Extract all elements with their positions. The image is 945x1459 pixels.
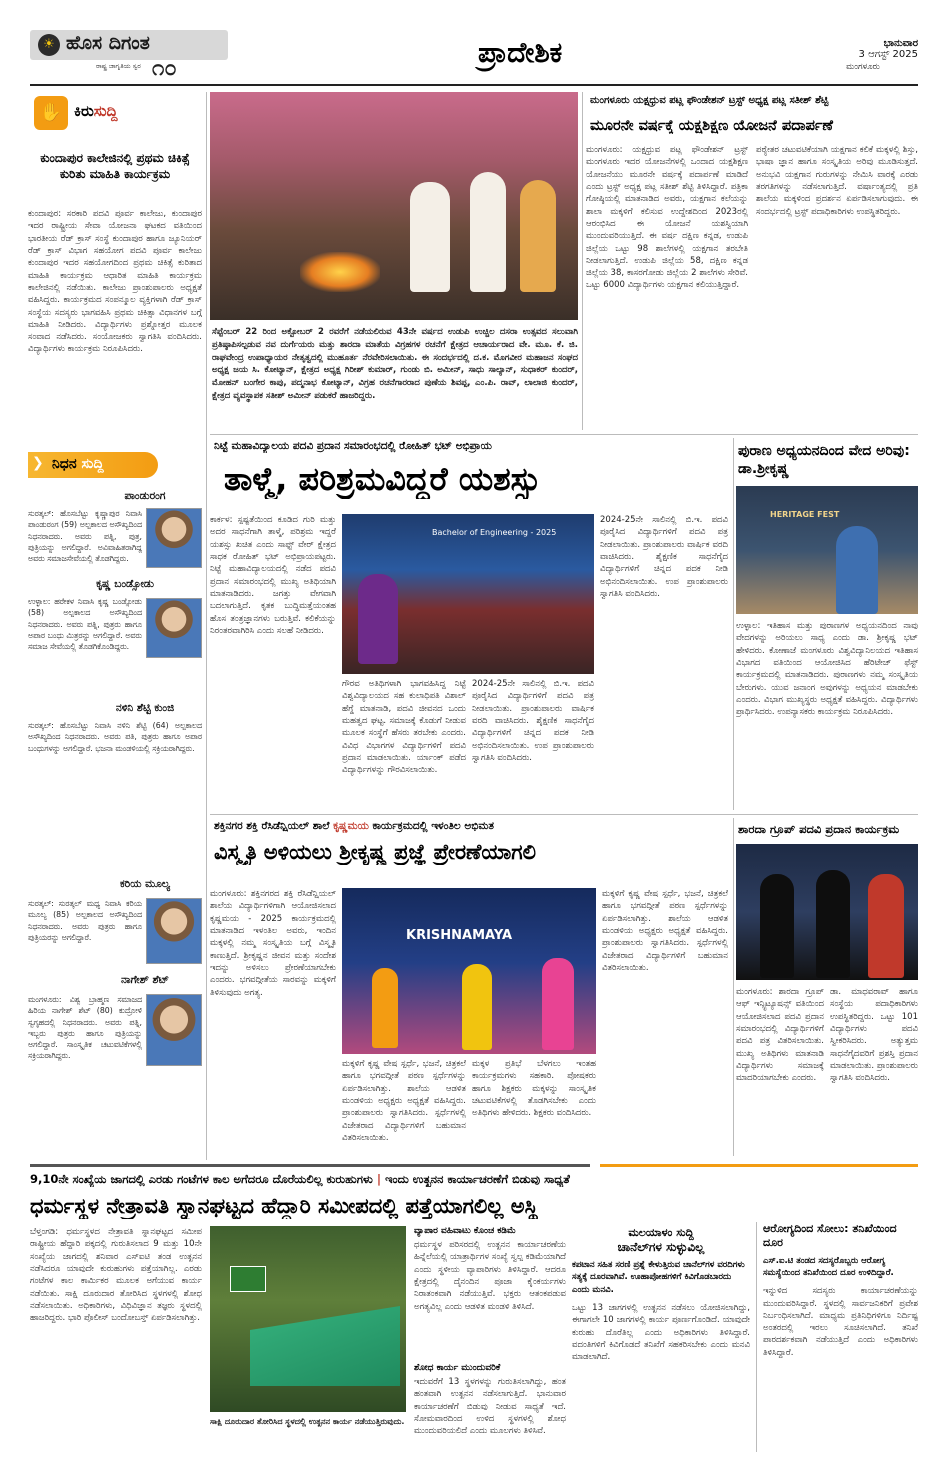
dharmasthala-kicker-b: ಇಂದು ಉತ್ಖನನ ಕಾರ್ಯಾಚರಣೆಗೆ ಬಿಡುವು ಸಾಧ್ಯತೆ <box>385 1172 570 1186</box>
logo-text: ಹೊಸ ದಿಗಂತ <box>66 32 150 54</box>
kiru-badge-icon: ✋ <box>34 96 68 130</box>
malayalam-headline: ಚಾನೆಲ್‌ಗಳ ಸುಳ್ಳುವಿಲ್ಲ <box>617 1240 705 1254</box>
dateline-city: ಮಂಗಳೂರು <box>846 62 880 72</box>
section-banner <box>418 36 684 74</box>
nidhana-chevron-icon: ❯ <box>32 455 44 471</box>
nitte-photo-speaker <box>358 574 398 664</box>
dasara-photo-priest <box>410 182 450 292</box>
obit-portrait <box>146 508 202 568</box>
dasara-caption: ಸೆಪ್ಟೆಂಬರ್ 22 ರಿಂದ ಅಕ್ಟೋಬರ್ 2 ರವರೆಗೆ ನಡೆಯಲಿರುವ 43ನೇ ವರ್ಷದ ಉಡುಪಿ ಉಚ್ಚಿಲ ದಸರಾ ಉತ್ಸವದ ಸಲುವಾಗಿ ಪ್ರತಿಷ್ಠಾಪಿಸಲ್ಪಡುವ ನವ ದುರ್ಗೆಯರು ಮತ್ತು ಶಾರದಾ ಮಾತೆಯ ವಿಗ್ರಹಗಳ ರಚನೆಗೆ ಕ್ಷೇತ್ರದ ಆಚಾರ್ಯರಾದ ವೇ. ಮೂ. ಕೆ. ಜಿ. ರಾಘವೇಂದ್ರ ಉಪಾಧ್ಯಾಯರ ನೇತೃತ್ವದಲ್ಲಿ ಮುಹೂರ್ತ ನೆರವೇರಿಸಲಾಯಿತು. ಈ ಸಂದರ್ಭದಲ್ಲಿ ದ.ಕ. ಮೊಗವೀರ ಮಹಾಜನ ಸಂಘದ ಅಧ್ಯಕ್ಷ ಜಯ ಸಿ. ಕೋಟ್ಯಾನ್, ಕ್ಷೇತ್ರದ ಅಧ್ಯಕ್ಷ ಗಿರೀಶ್ ಕುಮಾರ್, ಗುಂಡು ಬಿ. ಅಮೀನ್, ಸಾಧು ಸಾಲ್ಯಾನ್, ಸುಧಾಕರ್ ಕುಂದರ್, ಮೋಹನ್ ಬಂಗೇರ ಕಾಪು, ಪದ್ಮನಾಭ ಕೋಟ್ಯಾನ್, ವಿಗ್ರಹ ರಚನೆಗಾರರಾದ ಪುಣೆಯ ಶಿವಪ್ಪ, ಎಂ.ಪಿ. ರಾವ್, ಲಾಲಾಜಿ ಕುಂದರ್, ಕ್ಷೇತ್ರದ ವ್ಯವಸ್ಥಾಪಕ ಸತೀಶ್ ಅಮೀನ್ ಪಡುಕರೆ ಹಾಜರಿದ್ದರು. <box>212 327 578 401</box>
logo-box <box>30 30 228 60</box>
sharada-body-a: ಮಂಗಳೂರು: ಶಾರದಾ ಗ್ರೂಪ್ ಆಫ್ ಇನ್ಸ್ಟಿಟ್ಯೂಷನ್ಸ್ ವತಿಯಿಂದ ಆಯೋಜಿಸಲಾದ ಪದವಿ ಪ್ರದಾನ ಸಮಾರಂಭದಲ್ಲಿ ವಿದ್ಯಾರ್ಥಿಗಳಿಗೆ ಪದವಿ ಪತ್ರ ವಿತರಿಸಲಾಯಿತು. ಮುಖ್ಯ ಅತಿಥಿಗಳು ಮಾತನಾಡಿ ವಿದ್ಯಾರ್ಥಿಗಳು ಸಮಾಜಕ್ಕೆ ಮಾದರಿಯಾಗಬೇಕು ಎಂದರು. <box>736 987 824 1084</box>
krishna-body-b: ಮಕ್ಕಳಿಗೆ ಕೃಷ್ಣ ವೇಷ ಸ್ಪರ್ಧೆ, ಭಜನೆ, ಚಿತ್ರಕಲೆ ಹಾಗೂ ಭಗವದ್ಗೀತೆ ಪಠಣ ಸ್ಪರ್ಧೆಗಳನ್ನು ಏರ್ಪಡಿಸಲಾಗಿತ್ತು. ಶಾಲೆಯ ಆಡಳಿತ ಮಂಡಳಿಯ ಅಧ್ಯಕ್ಷರು ಅಧ್ಯಕ್ಷತೆ ವಹಿಸಿದ್ದರು. ಪ್ರಾಂಶುಪಾಲರು ಸ್ವಾಗತಿಸಿದರು. ಸ್ಪರ್ಧೆಗಳಲ್ಲಿ ವಿಜೇತರಾದ ವಿದ್ಯಾರ್ಥಿಗಳಿಗೆ ಬಹುಮಾನ ವಿತರಿಸಲಾಯಿತು. <box>342 1059 466 1143</box>
sharada-photo-graduate <box>760 874 794 978</box>
kiru-suddi <box>28 92 202 430</box>
aarogya-body: ಇನ್ನುಳಿದ ಸದಸ್ಯರು ಕಾರ್ಯಾಚರಣೆಯನ್ನು ಮುಂದುವರಿಸಿದ್ದಾರೆ. ಸ್ಥಳದಲ್ಲಿ ಸಾರ್ವಜನಿಕರಿಗೆ ಪ್ರವೇಶ ನಿರ್ಬಂಧಿಸಲಾಗಿದೆ. ಮಾಧ್ಯಮ ಪ್ರತಿನಿಧಿಗಳಿಗೂ ನಿರ್ದಿಷ್ಟ ಅಂತರದಲ್ಲಿ ಇರಲು ಸೂಚಿಸಲಾಗಿದೆ. ತನಿಖೆ ಪಾರದರ್ಶಕವಾಗಿ ನಡೆಯುತ್ತಿದೆ ಎಂದು ಅಧಿಕಾರಿಗಳು ತಿಳಿಸಿದ್ದಾರೆ. <box>763 1286 918 1358</box>
nidhana-label <box>52 456 104 472</box>
yakshagana-story <box>586 92 918 430</box>
section-rule <box>210 434 918 435</box>
nitte-body-a: ಕಾರ್ಕಳ: ಸ್ಪಷ್ಟತೆಯಿಂದ ಕೂಡಿದ ಗುರಿ ಮತ್ತು ಅದರ ಸಾಧನೆಗಾಗಿ ತಾಳ್ಮೆ, ಪರಿಶ್ರಮ ಇದ್ದರೆ ಯಶಸ್ಸು ಖಚಿತ ಎಂದು ಸಾಫ್ಟ್ ವೇರ್ ಕ್ಷೇತ್ರದ ಸಾಧಕ ರೋಹಿತ್ ಭಟ್ ಅಭಿಪ್ರಾಯಪಟ್ಟರು. ನಿಟ್ಟೆ ಮಹಾವಿದ್ಯಾಲಯದಲ್ಲಿ ನಡೆದ ಪದವಿ ಪ್ರದಾನ ಸಮಾರಂಭದಲ್ಲಿ ಮುಖ್ಯ ಅತಿಥಿಯಾಗಿ ಮಾತನಾಡಿದರು. ಜಗತ್ತು ವೇಗವಾಗಿ ಬದಲಾಗುತ್ತಿದೆ. ಕೃತಕ ಬುದ್ಧಿಮತ್ತೆಯಂತಹ ಹೊಸ ತಂತ್ರಜ್ಞಾನಗಳು ಬರುತ್ತಿವೆ. ಕಲಿಕೆಯನ್ನು ನಿರಂತರವಾಗಿರಿಸಿ ಎಂದು ಸಲಹೆ ನೀಡಿದರು. <box>210 515 336 636</box>
obit-body: ಸುರತ್ಕಲ್: ಸುರತ್ಕಲ್ ಮಧ್ಯ ನಿವಾಸಿ ಕರಿಯ ಮೂಲ್ಯ (85) ಅಲ್ಪಕಾಲದ ಅಸೌಖ್ಯದಿಂದ ನಿಧನರಾದರು. ಅವರು ಪುತ್ರರು ಹಾಗೂ ಪುತ್ರಿಯರನ್ನು ಅಗಲಿದ್ದಾರೆ. <box>28 899 142 942</box>
purana-headline: ಪುರಾಣ ಅಧ್ಯಯನದಿಂದ ವೇದ ಅರಿವು: ಡಾ.ಶ್ರೀಕೃಷ್ಣ <box>738 443 910 478</box>
dharmasthala-body-b: ಧರ್ಮಸ್ಥಳ ಪರಿಸರದಲ್ಲಿ ಉತ್ಖನನ ಕಾರ್ಯಾಚರಣೆಯ ಹಿನ್ನೆಲೆಯಲ್ಲಿ ಯಾತ್ರಾರ್ಥಿಗಳ ಸಂಖ್ಯೆ ಸ್ವಲ್ಪ ಕಡಿಮೆಯಾಗಿದೆ ಎಂದು ಸ್ಥಳೀಯ ವ್ಯಾಪಾರಿಗಳು ತಿಳಿಸಿದ್ದಾರೆ. ಆದರೂ ಕ್ಷೇತ್ರದಲ್ಲಿ ದೈನಂದಿನ ಪೂಜಾ ಕೈಂಕರ್ಯಗಳು ನಿರಾತಂಕವಾಗಿ ನಡೆಯುತ್ತಿವೆ. ಭಕ್ತರು ಆತಂಕಪಡುವ ಅಗತ್ಯವಿಲ್ಲ ಎಂದು ಆಡಳಿತ ಮಂಡಳಿ ತಿಳಿಸಿದೆ. <box>414 1240 566 1312</box>
dasara-photo-fire <box>300 252 380 292</box>
obit-name: ನಳಿನಿ ಶೆಟ್ಟಿ ಕುಂಜಿ <box>115 702 175 714</box>
yakshagana-body-left: ಮಂಗಳೂರು: ಯಕ್ಷಧ್ರುವ ಪಟ್ಲ ಫೌಂಡೇಶನ್ ಟ್ರಸ್ಟ್ ಮಂಗಳೂರು ಇದರ ಯೋಜನೆಗಳಲ್ಲಿ ಒಂದಾದ ಯಕ್ಷಶಿಕ್ಷಣ ಯೋಜನೆಯು ಮೂರನೇ ವರ್ಷಕ್ಕೆ ಪದಾರ್ಪಣೆ ಮಾಡಿದೆ ಎಂದು ಟ್ರಸ್ಟ್ ಅಧ್ಯಕ್ಷ ಪಟ್ಲ ಸತೀಶ್ ಶೆಟ್ಟಿ ತಿಳಿಸಿದ್ದಾರೆ. ಪತ್ರಿಕಾ ಗೋಷ್ಠಿಯಲ್ಲಿ ಮಾತನಾಡಿದ ಅವರು, ಯಕ್ಷಗಾನ ಕಲೆಯನ್ನು ಶಾಲಾ ಮಕ್ಕಳಿಗೆ ಕಲಿಸುವ ಉದ್ದೇಶದಿಂದ 2023ರಲ್ಲಿ ಆರಂಭಿಸಿದ ಈ ಯೋಜನೆ ಯಶಸ್ವಿಯಾಗಿ ಮುಂದುವರಿಯುತ್ತಿದೆ. ಈ ವರ್ಷ ದಕ್ಷಿಣ ಕನ್ನಡ, ಉಡುಪಿ ಜಿಲ್ಲೆಯ ಒಟ್ಟು 98 ಶಾಲೆಗಳಲ್ಲಿ ಯಕ್ಷಗಾನ ತರಬೇತಿ ನೀಡಲಾಗುತ್ತಿದೆ. ಉಡುಪಿ ಜಿಲ್ಲೆಯ 58, ದಕ್ಷಿಣ ಕನ್ನಡ ಜಿಲ್ಲೆಯ 38, ಕಾಸರಗೋಡು ಜಿಲ್ಲೆಯ 2 ಶಾಲೆಗಳು ಸೇರಿವೆ. ಒಟ್ಟು 6000 ವಿದ್ಯಾರ್ಥಿಗಳು ಯಕ್ಷಗಾನ ಕಲಿಯುತ್ತಿದ್ದಾರೆ. <box>586 145 748 291</box>
nitte-photo <box>342 514 594 674</box>
dharmasthala-deco-line <box>30 1164 590 1167</box>
dharmasthala-photo-caption: ಸಾಕ್ಷಿ ದೂರುದಾರ ತೋರಿಸಿದ ಸ್ಥಳದಲ್ಲಿ ಉತ್ಖನನ ಕಾರ್ಯ ನಡೆಯುತ್ತಿರುವುದು. <box>210 1417 405 1426</box>
dateline-day: ಭಾನುವಾರ <box>883 38 918 49</box>
krishna-body-c: ಮಕ್ಕಳ ಪ್ರತಿಭೆ ಬೆಳಗಲು ಇಂತಹ ಕಾರ್ಯಕ್ರಮಗಳು ಸಹಕಾರಿ. ಪೋಷಕರು ಹಾಗೂ ಶಿಕ್ಷಕರು ಮಕ್ಕಳನ್ನು ಸಾಂಸ್ಕೃತಿಕ ಚಟುವಟಿಕೆಗಳಲ್ಲಿ ತೊಡಗಿಸಬೇಕು ಎಂದು ಅತಿಥಿಗಳು ಹೇಳಿದರು. ಶಿಕ್ಷಕರು ವಂದಿಸಿದರು. <box>472 1059 596 1119</box>
kiru-headline: ಕುಂದಾಪುರ ಕಾಲೇಜಿನಲ್ಲಿ ಪ್ರಥಮ ಚಿಕಿತ್ಸೆ ಕುರಿತು ಮಾಹಿತಿ ಕಾರ್ಯಕ್ರಮ <box>40 151 190 182</box>
malayalam-body: ಒಟ್ಟು 13 ಜಾಗಗಳಲ್ಲಿ ಉತ್ಖನನ ನಡೆಸಲು ಯೋಜಿಸಲಾಗಿದ್ದು, ಈಗಾಗಲೇ 10 ಜಾಗಗಳಲ್ಲಿ ಕಾರ್ಯ ಪೂರ್ಣಗೊಂಡಿದೆ. ಯಾವುದೇ ಕುರುಹು ದೊರೆತಿಲ್ಲ ಎಂದು ಅಧಿಕಾರಿಗಳು ತಿಳಿಸಿದ್ದಾರೆ. ವದಂತಿಗಳಿಗೆ ಕಿವಿಗೊಡದೆ ತನಿಖೆಗೆ ಸಹಕರಿಸಬೇಕು ಎಂದು ಮನವಿ ಮಾಡಲಾಗಿದೆ. <box>572 1302 750 1363</box>
section-rule <box>210 814 918 815</box>
page-number: ೧೦ <box>152 56 177 81</box>
col-divider <box>582 92 583 430</box>
obit-portrait <box>146 994 202 1066</box>
sharada-photo-graduate <box>816 870 850 978</box>
obit-body: ಉಳ್ಳಾಲ: ಹರೇಕಳ ನಿವಾಸಿ ಕೃಷ್ಣ ಬಂಡ್ಸೋಡು (58) ಅಲ್ಪಕಾಲದ ಅಸೌಖ್ಯದಿಂದ ನಿಧನರಾದರು. ಅವರು ಪತ್ನಿ, ಪುತ್ರರು ಹಾಗೂ ಅಪಾರ ಬಂಧು ಮಿತ್ರರನ್ನು ಅಗಲಿದ್ದಾರೆ. ಅವರು ಸಮಾಜ ಸೇವೆಯಲ್ಲಿ ತೊಡಗಿಕೊಂಡಿದ್ದರು. <box>28 597 142 652</box>
yakshagana-kicker: ಮಂಗಳೂರು ಯಕ್ಷಧ್ರುವ ಪಟ್ಲ ಫೌಂಡೇಶನ್ ಟ್ರಸ್ಟ್ ಅಧ್ಯಕ್ಷ ಪಟ್ಲ ಸತೀಶ್ ಶೆಟ್ಟಿ <box>590 95 829 106</box>
dharmasthala-kicker-a: 9,10ನೇ ಸಂಖ್ಯೆಯ ಜಾಗದಲ್ಲಿ ಎರಡು ಗಂಟೆಗಳ ಕಾಲ ಅಗೆದರೂ ದೊರೆಯಲಿಲ್ಲ ಕುರುಹುಗಳು <box>30 1172 373 1186</box>
dharmasthala-photo-sign <box>230 1266 266 1292</box>
logo-tagline: ರಾಷ್ಟ್ರ ಜಾಗೃತಿಯ ಸ್ವರ <box>96 62 141 70</box>
col-divider <box>733 818 734 1156</box>
obit-body: ಮಂಗಳೂರು: ವಿಶ್ವ ಬ್ರಾಹ್ಮಣ ಸಮಾಜದ ಹಿರಿಯ ನಾಗೇಶ್ ಶೆಟ್ (80) ಕುದ್ರೋಳಿ ಸ್ವಗೃಹದಲ್ಲಿ ನಿಧನರಾದರು. ಅವರು ಪತ್ನಿ, ಇಬ್ಬರು ಪುತ್ರರು ಹಾಗೂ ಪುತ್ರಿಯನ್ನು ಅಗಲಿದ್ದಾರೆ. ಸಾಂಸ್ಕೃತಿಕ ಚಟುವಟಿಕೆಗಳಲ್ಲಿ ಸಕ್ರಿಯರಾಗಿದ್ದರು. <box>28 995 142 1061</box>
nitte-photo-banner: Bachelor of Engineering - 2025 <box>432 528 557 537</box>
nidhana-label-b: ಸುದ್ದಿ <box>81 456 104 472</box>
krishna-photo-figure <box>542 958 574 1050</box>
krishna-kicker-a: ಶಕ್ತಿನಗರ ಶಕ್ತಿ ರೆಸಿಡೆನ್ಷಿಯಲ್ ಶಾಲೆ <box>214 820 334 832</box>
dharmasthala-headline: ಧರ್ಮಸ್ಥಳ ನೇತ್ರಾವತಿ ಸ್ನಾನಘಟ್ಟದ ಹೆದ್ದಾರಿ ಸಮೀಪದಲ್ಲಿ ಪತ್ತೆಯಾಗಲಿಲ್ಲ ಅಸ್ಥಿ <box>30 1194 538 1218</box>
dateline <box>808 38 918 72</box>
nitte-story <box>210 438 730 810</box>
krishna-kicker-b: ಕಾರ್ಯಕ್ರಮದಲ್ಲಿ ಇಳಂತಿಲ ಅಭಿಮತ <box>368 820 494 832</box>
aarogya-box <box>756 1222 918 1452</box>
krishna-photo <box>342 888 596 1054</box>
sharada-story <box>736 818 918 1156</box>
nidhana-label-a: ನಿಧನ <box>52 456 77 472</box>
obit-name: ಕೃಷ್ಣ ಬಂಡ್ಸೋಡು <box>96 578 154 590</box>
krishna-body-d: ಮಕ್ಕಳಿಗೆ ಕೃಷ್ಣ ವೇಷ ಸ್ಪರ್ಧೆ, ಭಜನೆ, ಚಿತ್ರಕಲೆ ಹಾಗೂ ಭಗವದ್ಗೀತೆ ಪಠಣ ಸ್ಪರ್ಧೆಗಳನ್ನು ಏರ್ಪಡಿಸಲಾಗಿತ್ತು. ಶಾಲೆಯ ಆಡಳಿತ ಮಂಡಳಿಯ ಅಧ್ಯಕ್ಷರು ಅಧ್ಯಕ್ಷತೆ ವಹಿಸಿದ್ದರು. ಪ್ರಾಂಶುಪಾಲರು ಸ್ವಾಗತಿಸಿದರು. ಸ್ಪರ್ಧೆಗಳಲ್ಲಿ ವಿಜೇತರಾದ ವಿದ್ಯಾರ್ಥಿಗಳಿಗೆ ಬಹುಮಾನ ವಿತರಿಸಲಾಯಿತು. <box>602 889 728 973</box>
dharmasthala-subhead-a: ವ್ಯಾಪಾರ ವಹಿವಾಟು ಕೊಂಚ ಕಡಿಮೆ <box>414 1226 516 1236</box>
obit-name: ಕರಿಯ ಮೂಲ್ಯ <box>119 878 171 890</box>
dharmasthala-kicker <box>30 1172 918 1187</box>
malayalam-box <box>572 1226 750 1452</box>
krishna-kicker <box>214 820 726 833</box>
krishna-story <box>210 818 730 1156</box>
krishna-photo-banner: KRISHNAMAYA <box>406 928 513 943</box>
dasara-photo <box>210 92 578 320</box>
obit-portrait <box>146 898 202 964</box>
obit-body: ಸುರತ್ಕಲ್: ಹೊಸಬೆಟ್ಟು ಕೃಷ್ಣಾಪುರ ನಿವಾಸಿ ಪಾಂಡುರಂಗ (59) ಅಲ್ಪಕಾಲದ ಅಸೌಖ್ಯದಿಂದ ನಿಧನರಾದರು. ಅವರು ಪತ್ನಿ, ಪುತ್ರ, ಪುತ್ರಿಯನ್ನು ಅಗಲಿದ್ದಾರೆ. ಅವಿವಾಹಿತರಾಗಿದ್ದ ಅವರು ಸಮಾಜಸೇವೆಯಲ್ಲಿ ತೊಡಗಿದ್ದರು. <box>28 509 142 564</box>
kiru-label-a: ಕಿರು <box>74 102 94 120</box>
dateline-date: 3 ಆಗಸ್ಟ್ 2025 <box>858 49 918 60</box>
krishna-kicker-highlight: ಕೃಷ್ಣಮಯ <box>333 820 369 832</box>
kiru-body: ಕುಂದಾಪುರ: ಸರಕಾರಿ ಪದವಿ ಪೂರ್ವ ಕಾಲೇಜು, ಕುಂದಾಪುರ ಇದರ ರಾಷ್ಟ್ರೀಯ ಸೇವಾ ಯೋಜನಾ ಘಟಕದ ವತಿಯಿಂದ ಭಾರತೀಯ ರೆಡ್ ಕ್ರಾಸ್ ಸಂಸ್ಥೆ ಕುಂದಾಪುರ ಹಾಗೂ ಜ್ಯೂನಿಯರ್ ರೆಡ್ ಕ್ರಾಸ್ ವಿಭಾಗ ಸಹಯೋಗ ಪದವಿ ಪೂರ್ವ ಕಾಲೇಜು ಕುಂದಾಪುರ ಇದರ ಸಹಯೋಗದಿಂದ ಪ್ರಥಮ ಚಿಕಿತ್ಸೆ ಕುರಿತಾದ ಮಾಹಿತಿ ಕಾರ್ಯಕ್ರಮ ಆಧಾರಿತ ಮಾಹಿತಿ ಕಾರ್ಯಕ್ರಮ ಕಾಲೇಜಿನಲ್ಲಿ ನಡೆಯಿತು. ಕಾಲೇಜು ಪ್ರಾಂಶುಪಾಲರು ಅಧ್ಯಕ್ಷತೆ ವಹಿಸಿದ್ದರು. ಕಾರ್ಯಕ್ರಮದ ಸಂಪನ್ಮೂಲ ವ್ಯಕ್ತಿಗಳಾಗಿ ರೆಡ್ ಕ್ರಾಸ್ ಸಂಸ್ಥೆಯ ಸದಸ್ಯರು ಭಾಗವಹಿಸಿ ಪ್ರಥಮ ಚಿಕಿತ್ಸಾ ವಿಧಾನಗಳ ಬಗ್ಗೆ ಮಾಹಿತಿ ನೀಡಿದರು. ವಿದ್ಯಾರ್ಥಿಗಳು ಪ್ರಶ್ನೋತ್ತರ ಮೂಲಕ ಸಂವಾದ ನಡೆಸಿದರು. ಸಂಯೋಜಕರು ಸ್ವಾಗತಿಸಿ ವಂದಿಸಿದರು. ವಿದ್ಯಾರ್ಥಿಗಳು ಕಾರ್ಯಕ್ರಮ ನಿರೂಪಿಸಿದರು. <box>28 209 202 355</box>
masthead-rule <box>30 84 918 86</box>
malayalam-label: ಮಲಯಾಳಂ ಸುದ್ದಿ <box>628 1226 694 1239</box>
kiru-label <box>74 102 118 120</box>
aarogya-lead: ಎಸ್.ಐ.ಟಿ ತಂಡದ ಸದಸ್ಯರೊಬ್ಬರು ಆರೋಗ್ಯ ಸಮಸ್ಯೆಯಿಂದ ತನಿಖೆಯಿಂದ ದೂರ ಉಳಿದಿದ್ದಾರೆ. <box>763 1255 894 1278</box>
krishna-photo-figure <box>372 968 398 1048</box>
nidhana-suddi <box>28 446 202 1166</box>
logo-emblem-icon: ☀ <box>38 34 60 56</box>
aarogya-headline: ಆರೋಗ್ಯದಿಂದ ಸೋಲು: ತನಿಖೆಯಿಂದ ದೂರ <box>763 1222 897 1250</box>
sharada-photo <box>736 844 918 980</box>
kiru-label-b: ಸುದ್ದಿ <box>93 102 118 120</box>
krishna-headline: ವಿಸ್ಮೃತಿ ಅಳಿಯಲು ಶ್ರೀಕೃಷ್ಣ ಪ್ರಜ್ಞೆ ಪ್ರೇರಣೆಯಾಗಲಿ <box>214 840 536 864</box>
purana-photo-banner: HERITAGE FEST <box>770 510 840 519</box>
purana-story <box>736 438 918 810</box>
nitte-body-b2: 2024-25ನೇ ಸಾಲಿನಲ್ಲಿ ಬಿ.ಇ. ಪದವಿ ಪೂರೈಸಿದ ವಿದ್ಯಾರ್ಥಿಗಳಿಗೆ ಪದವಿ ಪತ್ರ ನೀಡಲಾಯಿತು. ಪ್ರಾಂಶುಪಾಲರು ವಾರ್ಷಿಕ ವರದಿ ವಾಚಿಸಿದರು. ಶೈಕ್ಷಣಿಕ ಸಾಧನೆಗೈದ ವಿದ್ಯಾರ್ಥಿಗಳಿಗೆ ಚಿನ್ನದ ಪದಕ ನೀಡಿ ಅಭಿನಂದಿಸಲಾಯಿತು. ಉಪ ಪ್ರಾಂಶುಪಾಲರು ಸ್ವಾಗತಿಸಿ ವಂದಿಸಿದರು. <box>472 679 594 763</box>
dharmasthala-deco-line <box>600 1164 918 1167</box>
dasara-photo-priest <box>470 172 506 292</box>
dharmasthala-kicker-sep: | <box>376 1172 386 1186</box>
col-divider <box>206 92 207 1160</box>
sharada-body-b: ಡಾ. ಮಾಧವರಾವ್ ಹಾಗೂ ಸಂಸ್ಥೆಯ ಪದಾಧಿಕಾರಿಗಳು ಉಪಸ್ಥಿತರಿದ್ದರು. ಒಟ್ಟು 101 ವಿದ್ಯಾರ್ಥಿಗಳು ಪದವಿ ಸ್ವೀಕರಿಸಿದರು. ಅತ್ಯುತ್ತಮ ಸಾಧನೆಗೈದವರಿಗೆ ಪ್ರಶಸ್ತಿ ಪ್ರದಾನ ಮಾಡಲಾಯಿತು. ಪ್ರಾಂಶುಪಾಲರು ಸ್ವಾಗತಿಸಿ ವಂದಿಸಿದರು. <box>830 987 918 1084</box>
purana-body: ಉಳ್ಳಾಲ: ಇತಿಹಾಸ ಮತ್ತು ಪುರಾಣಗಳ ಅಧ್ಯಯನದಿಂದ ನಾವು ವೇದಗಳನ್ನು ಅರಿಯಲು ಸಾಧ್ಯ ಎಂದು ಡಾ. ಶ್ರೀಕೃಷ್ಣ ಭಟ್ ಹೇಳಿದರು. ಕೋಣಾಜೆ ಮಂಗಳೂರು ವಿಶ್ವವಿದ್ಯಾನಿಲಯದ ಇತಿಹಾಸ ವಿಭಾಗದ ವತಿಯಿಂದ ಆಯೋಜಿಸಿದ ಹೆರಿಟೇಜ್ ಫೆಸ್ಟ್ ಕಾರ್ಯಕ್ರಮದಲ್ಲಿ ಮಾತನಾಡಿದರು. ಪುರಾಣಗಳು ನಮ್ಮ ಸಂಸ್ಕೃತಿಯ ಬೇರುಗಳು. ಯುವ ಜನಾಂಗ ಅವುಗಳನ್ನು ಅಧ್ಯಯನ ಮಾಡಬೇಕು ಎಂದರು. ವಿಭಾಗ ಮುಖ್ಯಸ್ಥರು ಅಧ್ಯಕ್ಷತೆ ವಹಿಸಿದ್ದರು. ವಿದ್ಯಾರ್ಥಿಗಳು ಪ್ರಾರ್ಥಿಸಿದರು. ಉಪನ್ಯಾಸಕರು ಕಾರ್ಯಕ್ರಮ ನಿರೂಪಿಸಿದರು. <box>736 621 918 718</box>
nitte-headline: ತಾಳ್ಮೆ, ಪರಿಶ್ರಮವಿದ್ದರೆ ಯಶಸ್ಸು <box>224 460 541 498</box>
dasara-photo-priest <box>520 180 556 292</box>
sharada-photo-graduate <box>868 874 904 978</box>
logo <box>30 30 228 78</box>
purana-photo <box>736 486 918 614</box>
krishna-photo-figure <box>462 964 492 1050</box>
dharmasthala-body-c: ಇದುವರೆಗೆ 13 ಸ್ಥಳಗಳನ್ನು ಗುರುತಿಸಲಾಗಿದ್ದು, ಹಂತ ಹಂತವಾಗಿ ಉತ್ಖನನ ನಡೆಸಲಾಗುತ್ತಿದೆ. ಭಾನುವಾರ ಕಾರ್ಯಾಚರಣೆಗೆ ಬಿಡುವು ನೀಡುವ ಸಾಧ್ಯತೆ ಇದೆ. ಸೋಮವಾರದಿಂದ ಉಳಿದ ಸ್ಥಳಗಳಲ್ಲಿ ಶೋಧ ಮುಂದುವರಿಯಲಿದೆ ಎಂದು ಮೂಲಗಳು ತಿಳಿಸಿವೆ. <box>414 1377 566 1437</box>
dharmasthala-body-a: ಬೆಳ್ತಂಗಡಿ: ಧರ್ಮಸ್ಥಳದ ನೇತ್ರಾವತಿ ಸ್ನಾನಘಟ್ಟದ ಸಮೀಪ ರಾಷ್ಟ್ರೀಯ ಹೆದ್ದಾರಿ ಪಕ್ಕದಲ್ಲಿ ಗುರುತಿಸಲಾದ 9 ಮತ್ತು 10ನೇ ಸಂಖ್ಯೆಯ ಜಾಗದಲ್ಲಿ ಶನಿವಾರ ಎಸ್ಐಟಿ ತಂಡ ಉತ್ಖನನ ನಡೆಸಿದರೂ ಯಾವುದೇ ಕುರುಹುಗಳು ಪತ್ತೆಯಾಗಿಲ್ಲ. ಎರಡು ಗಂಟೆಗಳ ಕಾಲ ಕಾರ್ಮಿಕರ ಮೂಲಕ ಅಗೆಯುವ ಕಾರ್ಯ ನಡೆಯಿತು. ಸಾಕ್ಷಿ ದೂರುದಾರ ತೋರಿಸಿದ ಸ್ಥಳಗಳಲ್ಲಿ ಶೋಧ ನಡೆಸಲಾಯಿತು. ಅಧಿಕಾರಿಗಳು, ವಿಧಿವಿಜ್ಞಾನ ತಜ್ಞರು ಸ್ಥಳದಲ್ಲಿ ಹಾಜರಿದ್ದರು. ಭಾರಿ ಪೊಲೀಸ್ ಬಂದೋಬಸ್ತ್ ಏರ್ಪಡಿಸಲಾಗಿತ್ತು. <box>30 1227 202 1324</box>
col-divider <box>733 438 734 810</box>
dharmasthala-middle <box>414 1226 566 1452</box>
obit-body: ಸುರತ್ಕಲ್: ಹೊಸಬೆಟ್ಟು ನಿವಾಸಿ ನಳಿನಿ ಶೆಟ್ಟಿ (64) ಅಲ್ಪಕಾಲದ ಅಸೌಖ್ಯದಿಂದ ನಿಧನರಾದರು. ಅವರು ಪತಿ, ಪುತ್ರರು ಹಾಗೂ ಅಪಾರ ಬಂಧುಗಳನ್ನು ಅಗಲಿದ್ದಾರೆ. ಭಜನಾ ಮಂಡಳಿಯಲ್ಲಿ ಸಕ್ರಿಯರಾಗಿದ್ದರು. <box>28 721 202 753</box>
nitte-body-c: 2024-25ನೇ ಸಾಲಿನಲ್ಲಿ ಬಿ.ಇ. ಪದವಿ ಪೂರೈಸಿದ ವಿದ್ಯಾರ್ಥಿಗಳಿಗೆ ಪದವಿ ಪತ್ರ ನೀಡಲಾಯಿತು. ಪ್ರಾಂಶುಪಾಲರು ವಾರ್ಷಿಕ ವರದಿ ವಾಚಿಸಿದರು. ಶೈಕ್ಷಣಿಕ ಸಾಧನೆಗೈದ ವಿದ್ಯಾರ್ಥಿಗಳಿಗೆ ಚಿನ್ನದ ಪದಕ ನೀಡಿ ಅಭಿನಂದಿಸಲಾಯಿತು. ಉಪ ಪ್ರಾಂಶುಪಾಲರು ಸ್ವಾಗತಿಸಿ ವಂದಿಸಿದರು. <box>600 515 728 599</box>
obit-portrait <box>146 598 202 658</box>
nidhana-tab <box>28 452 158 478</box>
yakshagana-body-right: ಪಠ್ಯೇತರ ಚಟುವಟಿಕೆಯಾಗಿ ಯಕ್ಷಗಾನ ಕಲಿಕೆ ಮಕ್ಕಳಲ್ಲಿ ಶಿಸ್ತು, ಭಾಷಾ ಜ್ಞಾನ ಹಾಗೂ ಸಂಸ್ಕೃತಿಯ ಅರಿವು ಮೂಡಿಸುತ್ತದೆ. ಅನುಭವಿ ಯಕ್ಷಗಾನ ಗುರುಗಳನ್ನು ನೇಮಿಸಿ ವಾರಕ್ಕೆ ಎರಡು ತರಗತಿಗಳನ್ನು ನಡೆಸಲಾಗುತ್ತಿದೆ. ವರ್ಷಾಂತ್ಯದಲ್ಲಿ ಪ್ರತಿ ಶಾಲೆಯ ಮಕ್ಕಳಿಂದ ಪ್ರದರ್ಶನ ಏರ್ಪಡಿಸಲಾಗುವುದು. ಈ ಸಂದರ್ಭದಲ್ಲಿ ಟ್ರಸ್ಟ್ ಪದಾಧಿಕಾರಿಗಳು ಉಪಸ್ಥಿತರಿದ್ದರು. <box>756 145 918 217</box>
obit-name: ಪಾಂಡುರಂಗ <box>124 490 166 502</box>
dharmasthala-photo <box>210 1226 406 1412</box>
section-title: ಪ್ರಾದೇಶಿಕ <box>478 36 563 69</box>
sharada-headline: ಶಾರದಾ ಗ್ರೂಪ್ ಪದವಿ ಪ್ರದಾನ ಕಾರ್ಯಕ್ರಮ <box>738 822 900 836</box>
dharmasthala-subhead-b: ಶೋಧ ಕಾರ್ಯ ಮುಂದುವರಿಕೆ <box>414 1363 501 1373</box>
masthead <box>0 0 945 86</box>
krishna-body-a: ಮಂಗಳೂರು: ಶಕ್ತಿನಗರದ ಶಕ್ತಿ ರೆಸಿಡೆನ್ಷಿಯಲ್ ಶಾಲೆಯ ವಿದ್ಯಾರ್ಥಿಗಳಿಗಾಗಿ ಆಯೋಜಿಸಲಾದ ಕೃಷ್ಣಮಯ - 2025 ಕಾರ್ಯಕ್ರಮದಲ್ಲಿ ಮಾತನಾಡಿದ ಇಳಂತಿಲ ಅವರು, ಇಂದಿನ ಮಕ್ಕಳಲ್ಲಿ ನಮ್ಮ ಸಂಸ್ಕೃತಿಯ ಬಗ್ಗೆ ವಿಸ್ಮೃತಿ ಕಾಣುತ್ತಿದೆ. ಶ್ರೀಕೃಷ್ಣನ ಜೀವನ ಮತ್ತು ಸಂದೇಶ ಇದನ್ನು ಅಳಿಸಲು ಪ್ರೇರಣೆಯಾಗಬೇಕು ಎಂದರು. ಭಗವದ್ಗೀತೆಯ ಸಾರವನ್ನು ಮಕ್ಕಳಿಗೆ ತಿಳಿಸುವುದು ಅಗತ್ಯ. <box>210 889 336 998</box>
yakshagana-headline: ಮೂರನೇ ವರ್ಷಕ್ಕೆ ಯಕ್ಷಶಿಕ್ಷಣ ಯೋಜನೆ ಪದಾರ್ಪಣೆ <box>590 118 833 134</box>
nitte-body-b: ಗೌರವ ಅತಿಥಿಗಳಾಗಿ ಭಾಗವಹಿಸಿದ್ದ ನಿಟ್ಟೆ ವಿಶ್ವವಿದ್ಯಾಲಯದ ಸಹ ಕುಲಾಧಿಪತಿ ವಿಶಾಲ್ ಹೆಗ್ಡೆ ಮಾತನಾಡಿ, ಪದವಿ ಜೀವನದ ಒಂದು ಮಹತ್ವದ ಘಟ್ಟ. ಸಮಾಜಕ್ಕೆ ಕೊಡುಗೆ ನೀಡುವ ಮೂಲಕ ಸಂಸ್ಥೆಗೆ ಹೆಸರು ತರಬೇಕು ಎಂದರು. ವಿವಿಧ ವಿಭಾಗಗಳ ವಿದ್ಯಾರ್ಥಿಗಳಿಗೆ ಪದವಿ ಪ್ರದಾನ ಮಾಡಲಾಯಿತು. ರ್ಯಾಂಕ್ ಪಡೆದ ವಿದ್ಯಾರ್ಥಿಗಳನ್ನು ಗೌರವಿಸಲಾಯಿತು. <box>342 679 466 776</box>
obit-name: ನಾಗೇಶ್ ಶೆಟ್ <box>121 974 169 986</box>
dharmasthala-photo-tarp <box>250 1306 400 1386</box>
purana-photo-speaker <box>836 526 878 614</box>
nitte-kicker: ನಿಟ್ಟೆ ಮಹಾವಿದ್ಯಾಲಯ ಪದವಿ ಪ್ರದಾನ ಸಮಾರಂಭದಲ್ಲಿ ರೋಹಿತ್ ಭಟ್ ಅಭಿಪ್ರಾಯ <box>214 440 492 452</box>
malayalam-lead: ಕಪಟಾನ ಸಹಿತ ಸರಣಿ ಪ್ರಶ್ನೆ ಕೇಳುತ್ತಿರುವ ಚಾನೆಲ್‌ಗಳ ವರದಿಗಳು ಸತ್ಯಕ್ಕೆ ದೂರವಾಗಿವೆ. ಊಹಾಪೋಹಗಳಿಗೆ ಕಿವಿಗೊಡಬಾರದು ಎಂದು ಮನವಿ. <box>572 1260 745 1295</box>
